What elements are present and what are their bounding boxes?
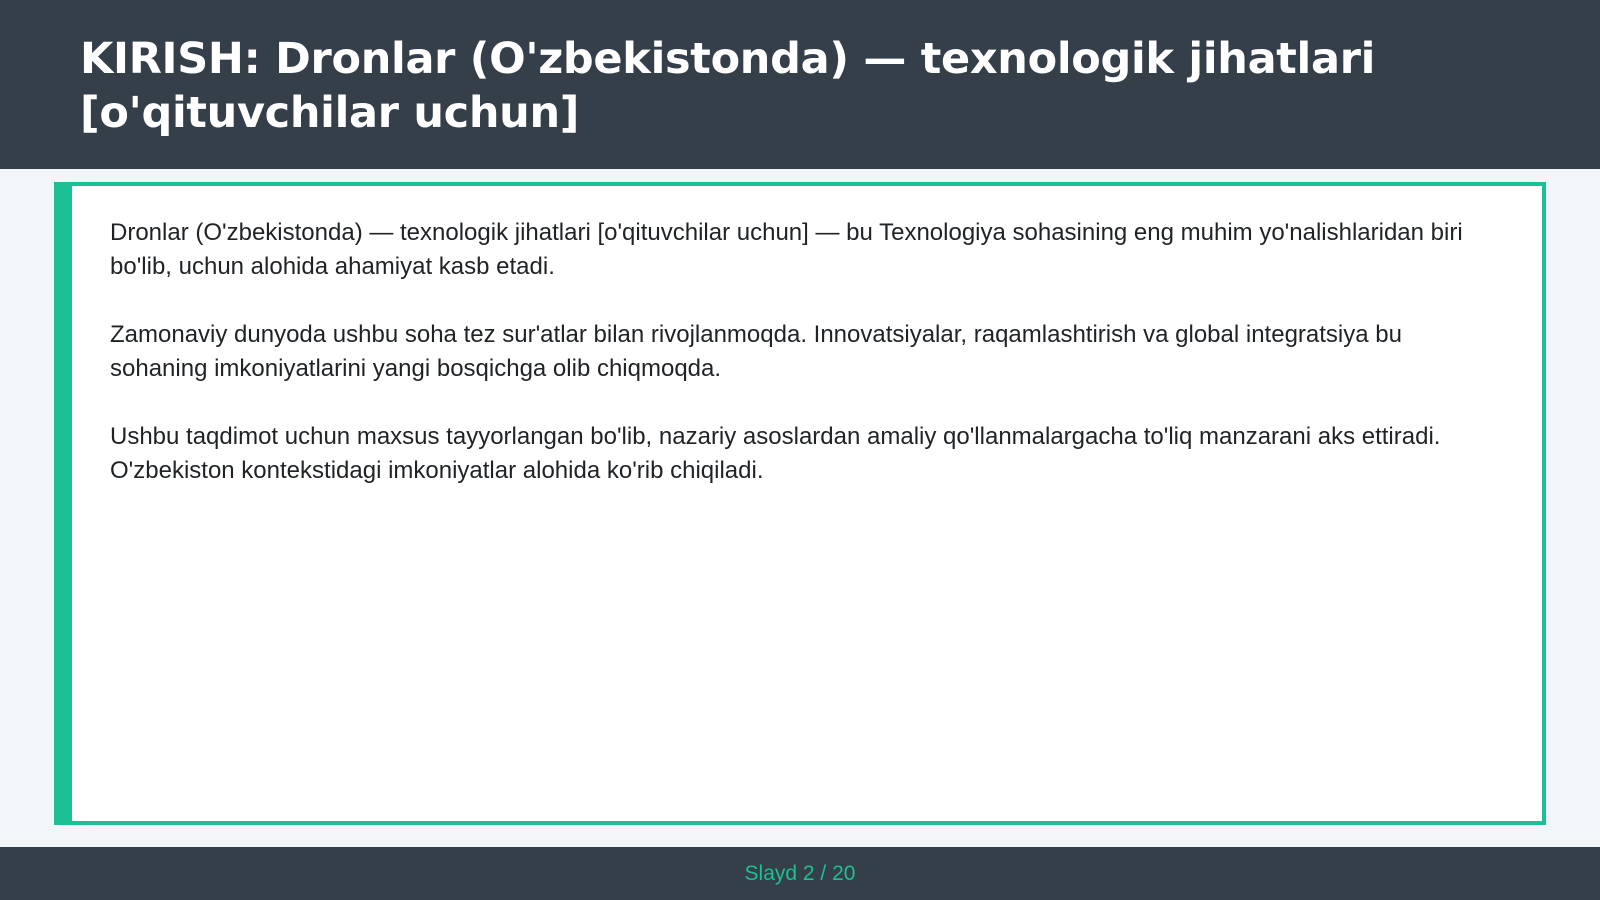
- modern-world-paragraph: Zamonaviy dunyoda ushbu soha tez sur'atlar bilan rivojlanmoqda. Innovatsiyalar, raqamlashtirish va global integratsiya bu sohaning imkoniyatlarini yangi bosqichga olib chiqmoqda.: [110, 321, 1402, 382]
- presentation-purpose-paragraph: Ushbu taqdimot uchun maxsus tayyorlangan bo'lib, nazariy asoslardan amaliy qo'llanmalargacha to'liq manzarani aks ettiradi. O'zbekiston kontekstidagi imkoniyatlar alohida ko'rib chiqiladi.: [110, 423, 1441, 484]
- intro-paragraph: Dronlar (O'zbekistonda) — texnologik jihatlari [o'qituvchilar uchun] — bu Texnologiya sohasining eng muhim yo'nalishlaridan biri bo'lib, uchun alohida ahamiyat kasb etadi.: [110, 219, 1463, 280]
- content-card: [54, 182, 1546, 825]
- slide-title: KIRISH: Dronlar (O'zbekistonda) — texnologik jihatlari [o'qituvchilar uchun]: [80, 34, 1376, 138]
- slide-counter: Slayd 2 / 20: [744, 862, 856, 885]
- slide-header: [0, 0, 1600, 169]
- slide-footer: [0, 847, 1600, 900]
